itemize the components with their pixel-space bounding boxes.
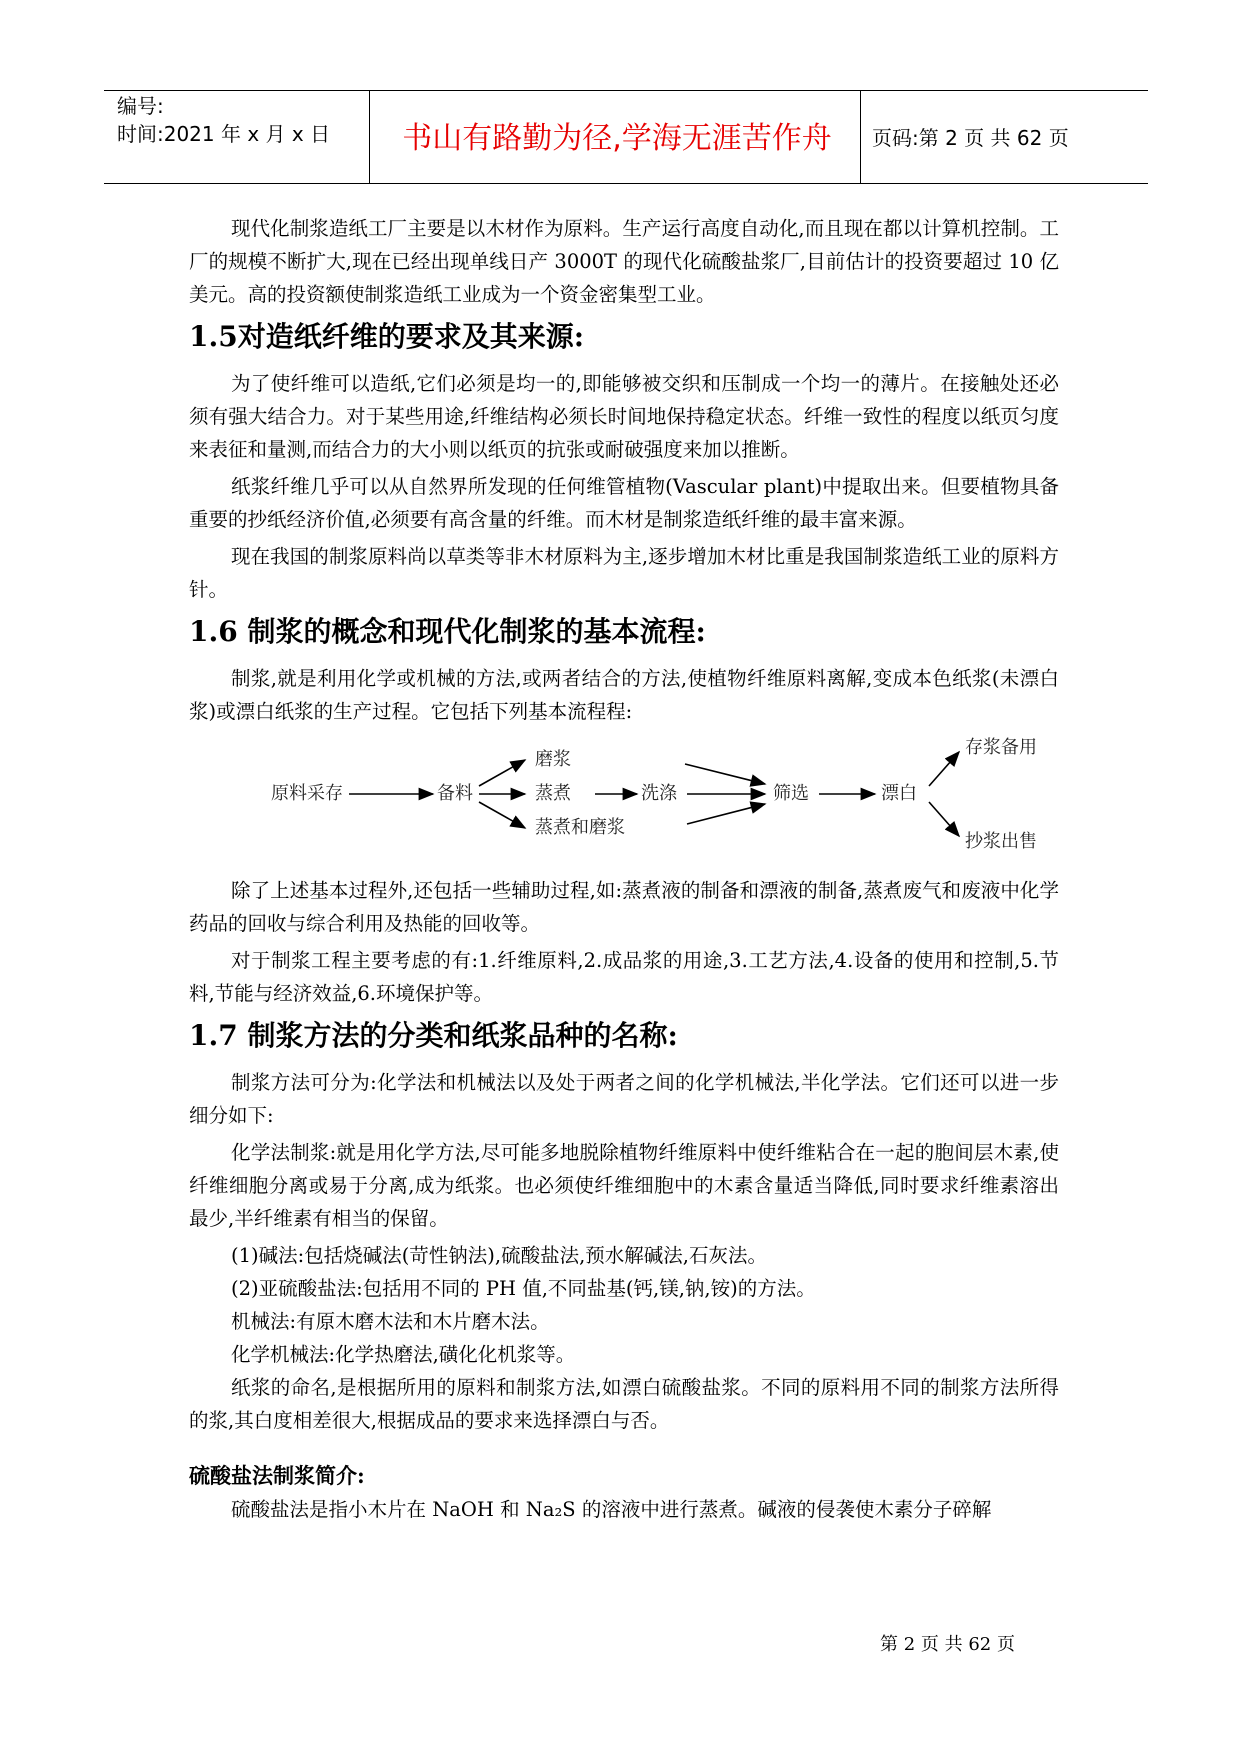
section-1-7-paragraph-3: 纸浆的命名,是根据所用的原料和制浆方法,如漂白硫酸盐浆。不同的原料用不同的制浆方法所得的浆,其白度相差很大,根据成品的要求来选择漂白与否。 xyxy=(189,1376,1059,1432)
document-time-label: 时间:2021 年 x 月 x 日 xyxy=(117,122,331,146)
flow-node-refining: 磨浆 xyxy=(535,749,571,770)
section-1-6-paragraph-2: 除了上述基本过程外,还包括一些辅助过程,如:蒸煮液的制备和漂液的制备,蒸煮废气和废液中化学药品的回收与综合利用及热能的回收等。 xyxy=(189,879,1059,935)
kraft-heading: 硫酸盐法制浆简介: xyxy=(189,1463,365,1488)
header-bottom-rule xyxy=(104,183,1148,184)
document-body xyxy=(189,212,1059,1530)
section-1-7-paragraph-2: 化学法制浆:就是用化学方法,尽可能多地脱除植物纤维原料中使纤维粘合在一起的胞间层木素,使纤维细胞分离或易于分离,成为纸浆。也必须使纤维细胞中的木素含量适当降低,同时要求纤维素溶出最少,半纤维素有相当的保留。 xyxy=(189,1141,1059,1230)
pulping-flow-diagram xyxy=(189,732,1059,864)
flow-node-sale: 抄浆出售 xyxy=(965,831,1037,852)
flow-node-storage: 存浆备用 xyxy=(965,737,1037,758)
document-number-label: 编号: xyxy=(117,94,164,118)
header-page-info: 页码:第 2 页 共 62 页 xyxy=(872,126,1069,150)
section-1-7-item-chemimechanical: 化学机械法:化学热磨法,磺化化机浆等。 xyxy=(231,1343,576,1366)
section-1-7-paragraph-1: 制浆方法可分为:化学法和机械法以及处于两者之间的化学机械法,半化学法。它们还可以进一步细分如下: xyxy=(189,1071,1059,1127)
section-1-5-paragraph-2: 纸浆纤维几乎可以从自然界所发现的任何维管植物(Vascular plant)中提取出来。但要植物具备重要的抄纸经济价值,必须要有高含量的纤维。而木材是制浆造纸纤维的最丰富来源。 xyxy=(189,475,1059,531)
flow-node-bleaching: 漂白 xyxy=(881,783,917,804)
flow-node-preparation: 备料 xyxy=(437,783,473,804)
section-1-5-paragraph-3: 现在我国的制浆原料尚以草类等非木材原料为主,逐步增加木材比重是我国制浆造纸工业的原料方针。 xyxy=(189,545,1059,601)
flow-node-cooking: 蒸煮 xyxy=(535,783,571,804)
section-1-7-heading: 1.7 制浆方法的分类和纸浆品种的名称: xyxy=(189,1019,678,1052)
flow-node-raw-storage: 原料采存 xyxy=(271,783,343,804)
section-1-7-item-mechanical: 机械法:有原木磨木法和木片磨木法。 xyxy=(231,1310,550,1333)
section-1-5-paragraph-1: 为了使纤维可以造纸,它们必须是均一的,即能够被交织和压制成一个均一的薄片。在接触处还必须有强大结合力。对于某些用途,纤维结构必须长时间地保持稳定状态。纤维一致性的程度以纸页匀度来表征和量测,而结合力的大小则以纸页的抗张或耐破强度来加以推断。 xyxy=(189,372,1059,461)
section-1-7-item-alkaline: (1)碱法:包括烧碱法(苛性钠法),硫酸盐法,预水解碱法,石灰法。 xyxy=(231,1244,768,1267)
section-1-5-heading: 1.5对造纸纤维的要求及其来源: xyxy=(189,320,585,353)
page-footer: 第 2 页 共 62 页 xyxy=(880,1634,1015,1655)
section-1-6-heading: 1.6 制浆的概念和现代化制浆的基本流程: xyxy=(189,615,706,648)
kraft-paragraph-1: 硫酸盐法是指小木片在 NaOH 和 Na₂S 的溶液中进行蒸煮。碱液的侵袭使木素分子碎解 xyxy=(231,1498,992,1521)
section-1-6-paragraph-1: 制浆,就是利用化学或机械的方法,或两者结合的方法,使植物纤维原料离解,变成本色纸浆(未漂白浆)或漂白纸浆的生产过程。它包括下列基本流程程: xyxy=(189,667,1059,723)
flow-node-cooking-refining: 蒸煮和磨浆 xyxy=(535,817,625,838)
section-1-6-paragraph-3: 对于制浆工程主要考虑的有:1.纤维原料,2.成品浆的用途,3.工艺方法,4.设备的使用和控制,5.节料,节能与经济效益,6.环境保护等。 xyxy=(189,949,1059,1005)
header-divider-left xyxy=(369,90,370,183)
flow-node-washing: 洗涤 xyxy=(641,783,677,804)
section-1-7-item-sulfite: (2)亚硫酸盐法:包括用不同的 PH 值,不同盐基(钙,镁,钠,铵)的方法。 xyxy=(231,1277,816,1300)
intro-paragraph: 现代化制浆造纸工厂主要是以木材作为原料。生产运行高度自动化,而且现在都以计算机控制。工厂的规模不断扩大,现在已经出现单线日产 3000T 的现代化硫酸盐浆厂,目前估计的投资要超过 10 亿美元。高的投资额使制浆造纸工业成为一个资金密集型工业。 xyxy=(189,217,1059,306)
flow-node-screening: 筛选 xyxy=(773,783,809,804)
header-top-rule xyxy=(104,90,1148,91)
header-motto: 书山有路勤为径,学海无涯苦作舟 xyxy=(402,121,832,156)
